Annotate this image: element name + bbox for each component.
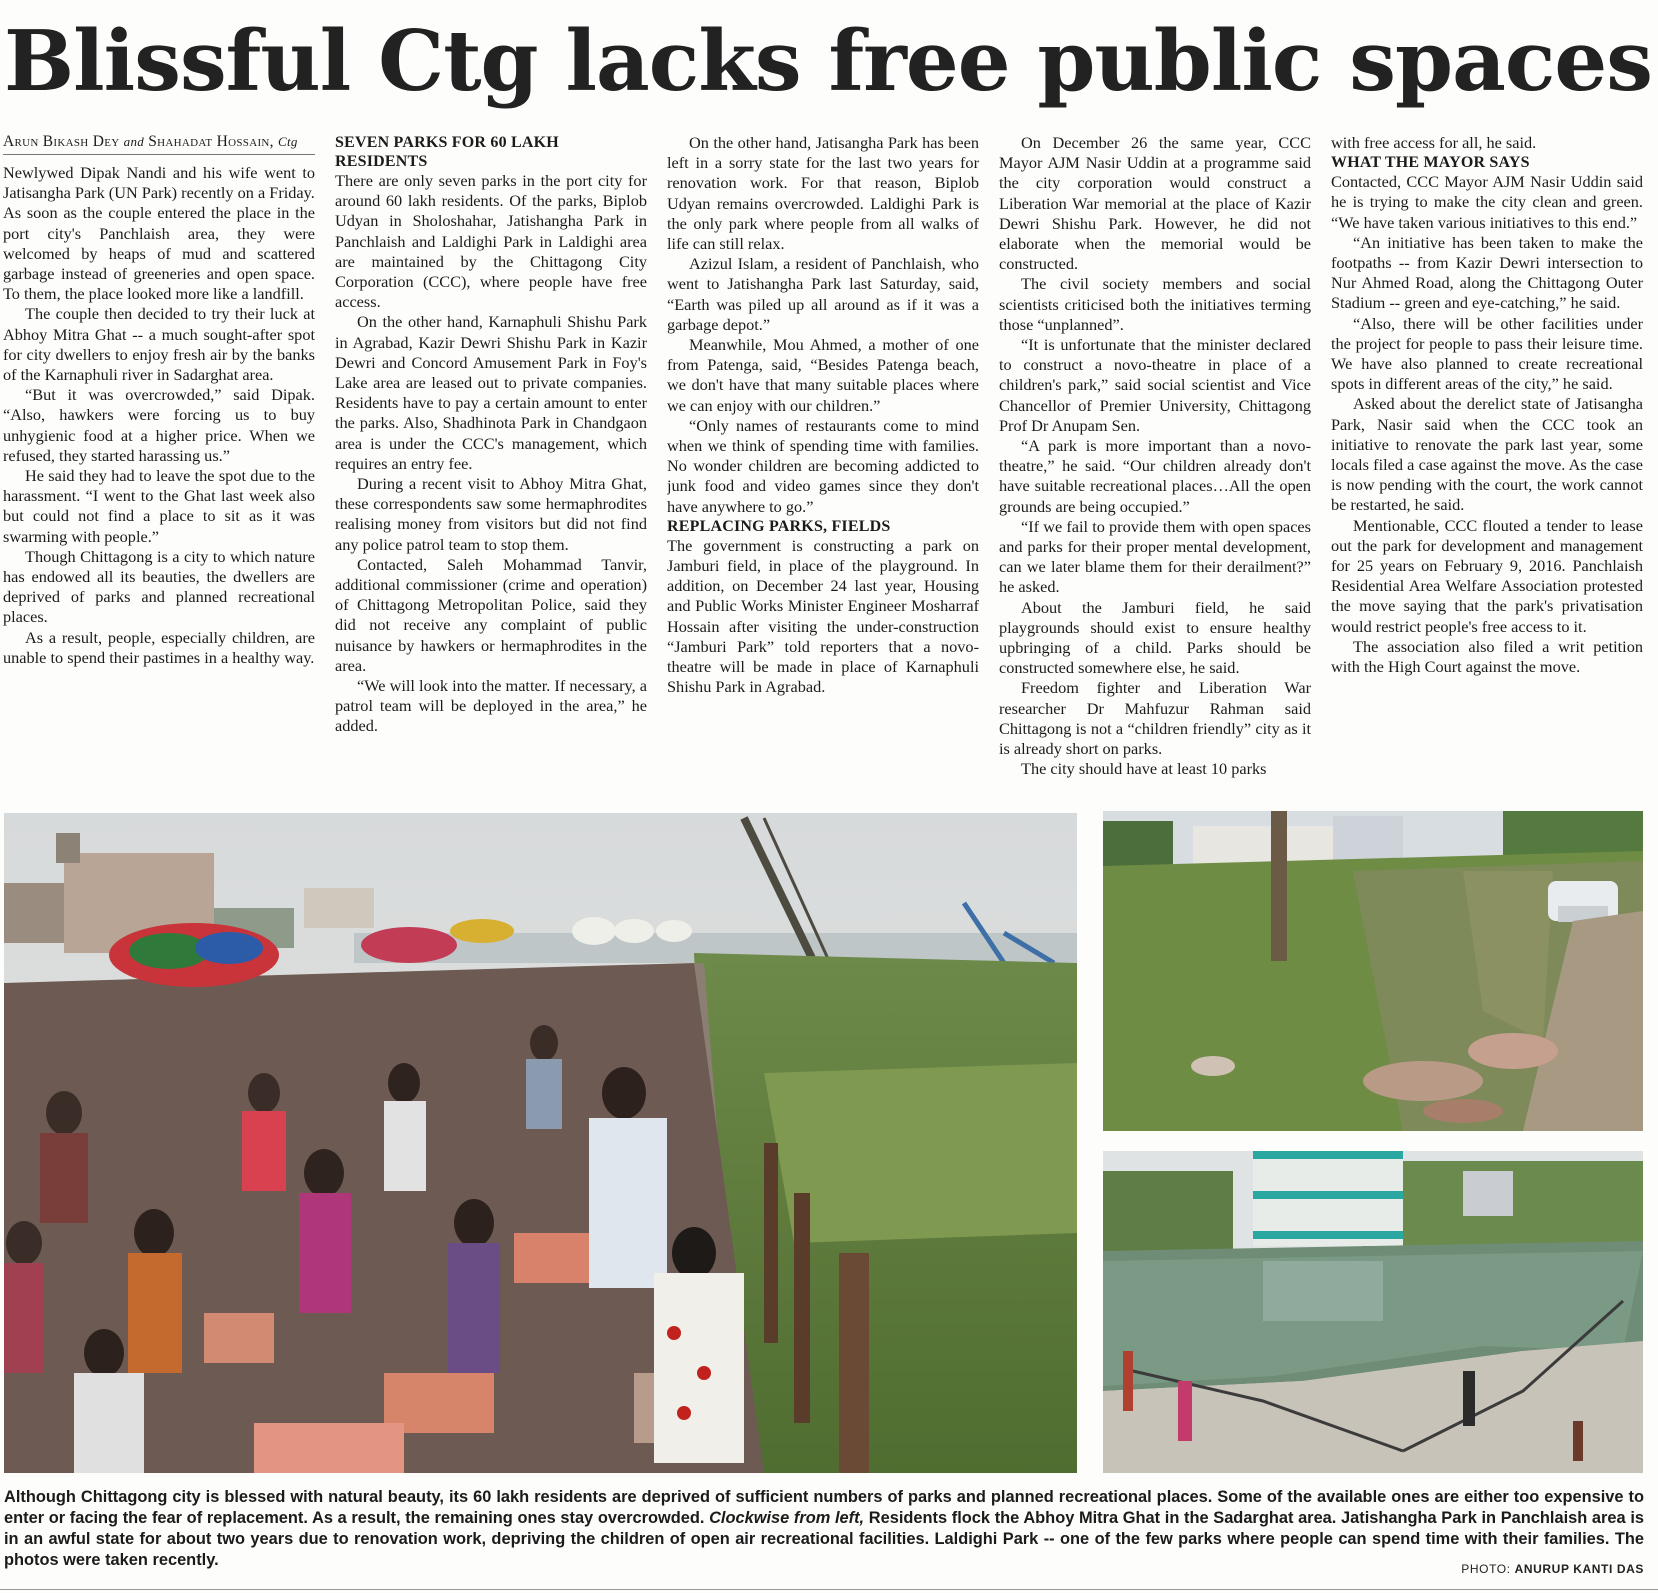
paragraph: Newlywed Dipak Nandi and his wife went to Jatisangha Park (UN Park) recently on a Friday. [3, 163, 315, 203]
article-column-1 [3, 133, 315, 793]
paragraph: Though Chittagong is a city to which nature has endowed all its beauties, the dwellers are deprived of parks and planned recreational places. [3, 546, 315, 627]
paragraph: During a recent visit to Abhoy Mitra Ghat, these correspondents saw some hermaphrodites realising money from visitors but did not find any police patrol team to stop them. [335, 474, 647, 554]
byline-and: and [123, 134, 145, 149]
article-body [3, 133, 1647, 793]
park-photo-illustration [1103, 811, 1643, 1131]
paragraph: Azizul Islam, a resident of Panchlaish, who went to Jatishangha Park last Saturday, said, “Earth was piled up all around as if it was a garbage depot.” [667, 254, 979, 334]
paragraph: The association also filed a writ petition with the High Court against the move. [1331, 636, 1643, 677]
bottom-rule [0, 1589, 1658, 1590]
article-column-2 [335, 133, 647, 793]
paragraph: He said they had to leave the spot due to the harassment. “I went to the Ghat last week also but could not find a place to sit as it was swarming with people.” [3, 466, 315, 546]
paragraph: “But it was overcrowded,” said Dipak. “Also, hawkers were forcing us to buy unhygienic food at a higher price. When we refused, they started harassing us.” [3, 385, 315, 465]
paragraph: The government is constructing a park on Jamburi field, in place of the playground. In addition, on December 24 last year, Housing and Public Works Minister Engineer Mosharraf Hossain after visiting the under-construction “Jamburi Park” told reporters that a novo-theatre will be made in place of Karnaphuli Shishu Park in Agrabad. [667, 535, 979, 697]
paragraph: “We will look into the matter. If necessary, a patrol team will be deployed in the area,” he added. [335, 676, 647, 736]
byline [3, 133, 315, 155]
paragraph: On December 26 the same year, CCC Mayor AJM Nasir Uddin at a programme said the city corporation would construct a Liberation War memorial at the place of Kazir Dewri Shishu Park. However, he did not elaborate when the memorial would be constructed. [999, 133, 1311, 274]
paragraph: Meanwhile, Mou Ahmed, a mother of one from Patenga, said, “Besides Patenga beach, we don't have that many suitable places where we can enjoy with our children.” [667, 335, 979, 415]
photo-laldighi-park [1103, 1151, 1643, 1473]
paragraph: There are only seven parks in the port city for around 60 lakh residents. Of the parks, Biplob Udyan in Sholoshahar, Jatishangha Park in Panchlaish and Laldighi Park in Laldighi area are maintained by the Chittagong City Corporation (CCC), where people have free access. [335, 171, 647, 312]
pond-photo-illustration [1103, 1151, 1643, 1473]
paragraph: As a result, people, especially children, are unable to spend their pastimes in a healthy way. [3, 627, 315, 667]
paragraph: On the other hand, Jatisangha Park has been left in a sorry state for the last two years for renovation work. For that reason, Biplob Udyan remains overcrowded. Laldighi Park is the only park where people from all walks of life can still relax. [667, 133, 979, 254]
paragraph: “If we fail to provide them with open spaces and parks for their proper mental development, can we later blame them for their derailment?” he asked. [999, 516, 1311, 597]
paragraph: On the other hand, Karnaphuli Shishu Park in Agrabad, Kazir Dewri Shishu Park in Kazir Dewri and Concord Amusement Park in Foy's Lake area are leased out to private companies. Residents have to pay a certain amount to enter the parks. Also, Shadhinota Park in Chandgaon area is under the CCC's management, which requires an entry fee. [335, 312, 647, 473]
subhead: REPLACING PARKS, FIELDS [667, 517, 891, 535]
caption-text: Residents flock the Abhoy Mitra Ghat in the Sadarghat area. Jatishangha Park in Panchlaish area is in an awful state for about two years due to renovation work, depriving the children of open air recreational facilities. Laldighi Park -- one of the few parks where people can spend time with their families. The photos were taken recently. [4, 1509, 1644, 1569]
paragraph: The city should have at least 10 parks [1021, 759, 1267, 779]
paragraph: The couple then decided to try their luck at Abhoy Mitra Ghat -- a much sought-after spot for city dwellers to enjoy fresh air by the banks of the Karnaphuli river in Sadarghat area. [3, 304, 315, 385]
photo-caption [4, 1487, 1644, 1571]
article-column-5 [1331, 133, 1643, 793]
paragraph: with free access for all, he said. [1331, 133, 1537, 152]
photo-abhoy-mitra-ghat [4, 813, 1077, 1473]
article-column-3 [667, 133, 979, 793]
credit-label: PHOTO: [1461, 1562, 1511, 1576]
paragraph: The civil society members and social scientists criticised both the initiatives terming those “unplanned”. [999, 274, 1311, 334]
photo-jatishangha-park [1103, 811, 1643, 1131]
byline-location: Ctg [278, 134, 298, 149]
paragraph: Freedom fighter and Liberation War researcher Dr Mahfuzur Rahman said Chittagong is not a “children friendly” city as it is already short on parks. [999, 678, 1311, 759]
article-column-4 [999, 133, 1311, 793]
byline-author-1: Arun Bikash Dey [3, 133, 120, 150]
paragraph: As soon as the couple entered the place in the port city's Panchlaish area, they were welcomed by heaps of mud and scattered garbage instead of greeneries and open space. To them, the place looked more like a landfill. [3, 203, 315, 304]
paragraph: About the Jamburi field, he said playgrounds should exist to ensure healthy upbringing of a child. Parks should be constructed somewhere else, he said. [999, 597, 1311, 678]
byline-author-2: Shahadat Hossain, [148, 133, 274, 150]
paragraph: “Only names of restaurants come to mind when we think of spending time with families. No wonder children are becoming addicted to junk food and video games since they don't have anywhere to go.” [667, 415, 979, 516]
ghat-photo-illustration [4, 813, 1077, 1473]
paragraph: Contacted, Saleh Mohammad Tanvir, additional commissioner (crime and operation) of Chittagong Metropolitan Police, said they did not receive any complaint of public nuisance by hawkers or hermaphrodites in the area. [335, 554, 647, 675]
paragraph: “Also, there will be other facilities under the project for people to pass their leisure time. We have also planned to create recreational spots in different areas of the city,” he said. [1331, 313, 1643, 394]
photo-credit [1461, 1560, 1644, 1578]
paragraph: “It is unfortunate that the minister declared to construct a novo-theatre in place of a children's park,” said social scientist and Vice Chancellor of Premier University, Chittagong Prof Dr Anupam Sen. [999, 335, 1311, 435]
subhead: SEVEN PARKS FOR 60 LAKH RESIDENTS [335, 134, 559, 170]
headline: Blissful Ctg lacks free public spaces [4, 12, 1652, 110]
paragraph: Contacted, CCC Mayor AJM Nasir Uddin said he is trying to make the city clean and green. “We have taken various initiatives to this end.” [1331, 172, 1643, 232]
caption-italic: Clockwise from left, [709, 1509, 865, 1527]
paragraph: Asked about the derelict state of Jatisangha Park, Nasir said when the CCC took an initiative to renovate the park last year, some locals filed a case against the move. As the case is now pending with the court, the work cannot be restarted, he said. [1331, 394, 1643, 515]
paragraph: “An initiative has been taken to make the footpaths -- from Kazir Dewri intersection to Nur Ahmed Road, along the Chittagong Outer Stadium -- green and eye-catching,” he said. [1331, 232, 1643, 313]
credit-name: ANURUP KANTI DAS [1514, 1562, 1644, 1576]
paragraph: “A park is more important than a novo-theatre,” he said. “Our children already don't have suitable recreational places…All the open grounds are being occupied.” [999, 436, 1311, 516]
subhead: WHAT THE MAYOR SAYS [1331, 154, 1530, 172]
paragraph: Mentionable, CCC flouted a tender to lease out the park for development and management for 25 years on February 9, 2016. Panchlaish Residential Area Welfare Association protested the move saying that the park's privatisation would restrict people's free access to it. [1331, 515, 1643, 636]
caption-text: Although Chittagong city is blessed with natural beauty, its 60 lakh residents are deprived of sufficient numbers of parks and planned recreational places. Some of the available ones are either too expensive to enter or facing the fear of replacement. As a result, the remaining ones stay overcrowded. [4, 1488, 1644, 1527]
